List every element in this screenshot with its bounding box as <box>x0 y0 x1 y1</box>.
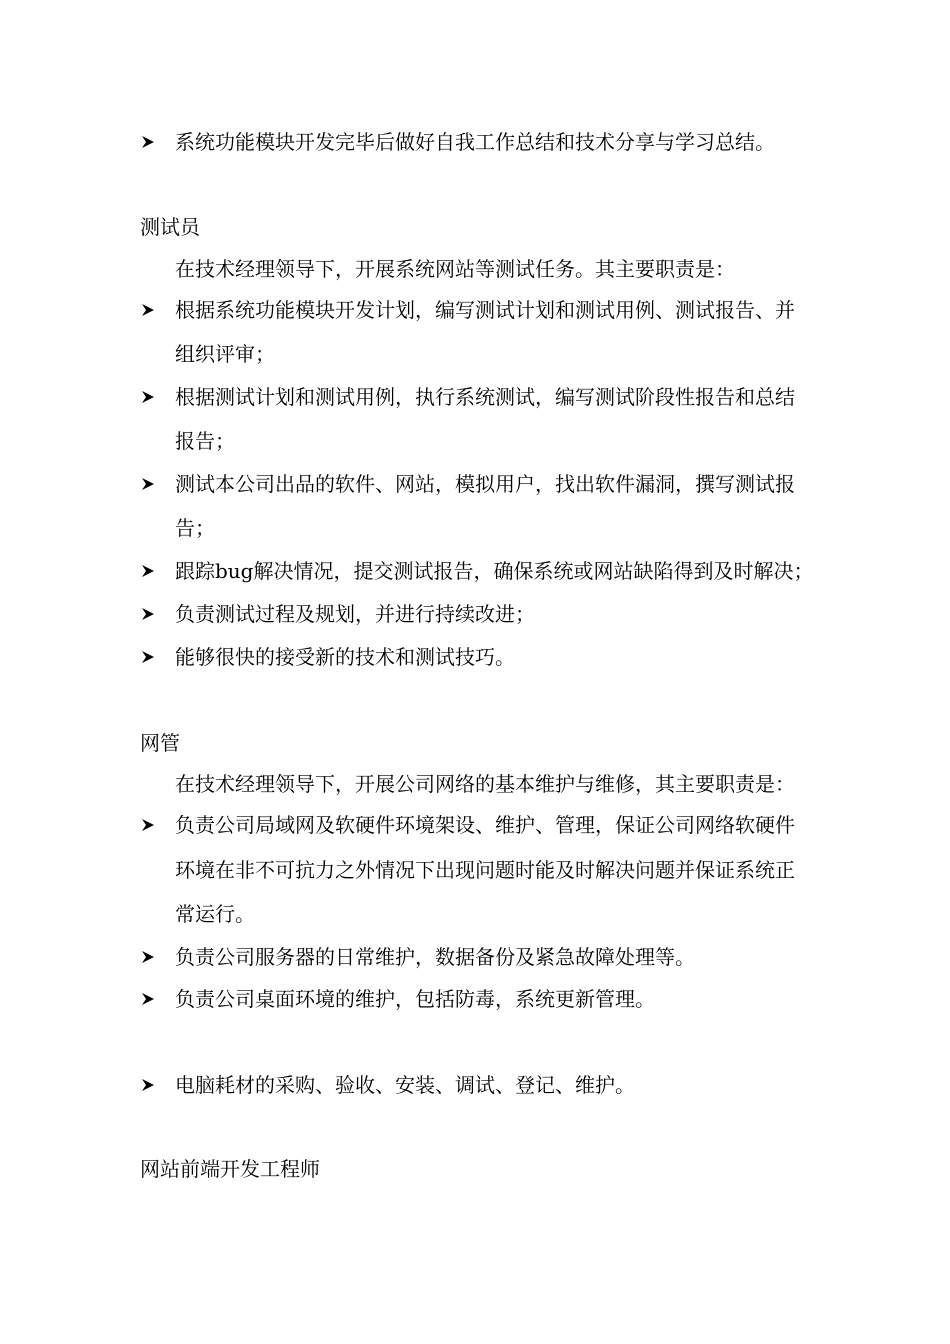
arrow-bullet-icon <box>140 985 158 1013</box>
list-item-text: 根据系统功能模块开发计划，编写测试计划和测试用例、测试报告、并 <box>175 298 795 322</box>
section-intro-text: 在技术经理领导下，开展系统网站等测试任务。其主要职责是： <box>175 257 735 281</box>
list-item-text: 组织评审； <box>175 342 275 366</box>
list-item-text: 告； <box>175 516 215 540</box>
section-heading-text: 测试员 <box>140 215 200 239</box>
list-item-text: 根据测试计划和测试用例，执行系统测试，编写测试阶段性报告和总结 <box>175 385 795 409</box>
section-heading-text: 网站前端开发工程师 <box>140 1157 320 1181</box>
list-item-text: 常运行。 <box>175 902 255 926</box>
arrow-bullet-icon <box>140 128 158 156</box>
list-item-text: 负责测试过程及规划，并进行持续改进； <box>175 602 535 626</box>
arrow-bullet-icon <box>140 1071 158 1099</box>
arrow-bullet-icon <box>140 600 158 628</box>
arrow-bullet-icon <box>140 643 158 671</box>
arrow-bullet-icon <box>140 811 158 839</box>
section-heading-text: 网管 <box>140 731 180 755</box>
list-item-text: 报告； <box>175 429 235 453</box>
list-item-text: 负责公司服务器的日常维护，数据备份及紧急故障处理等。 <box>175 945 695 969</box>
list-item-text: 环境在非不可抗力之外情况下出现问题时能及时解决问题并保证系统正 <box>175 858 795 882</box>
arrow-bullet-icon <box>140 383 158 411</box>
list-item-text: 系统功能模块开发完毕后做好自我工作总结和技术分享与学习总结。 <box>175 130 775 154</box>
list-item-text: 跟踪bug解决情况，提交测试报告，确保系统或网站缺陷得到及时解决； <box>175 559 814 583</box>
list-item-text: 能够很快的接受新的技术和测试技巧。 <box>175 645 515 669</box>
section-intro-text: 在技术经理领导下，开展公司网络的基本维护与维修，其主要职责是： <box>175 772 795 796</box>
arrow-bullet-icon <box>140 296 158 324</box>
list-item-text: 负责公司桌面环境的维护，包括防毒，系统更新管理。 <box>175 987 655 1011</box>
list-item-text: 测试本公司出品的软件、网站，模拟用户，找出软件漏洞，撰写测试报 <box>175 472 795 496</box>
list-item-text: 负责公司局域网及软硬件环境架设、维护、管理，保证公司网络软硬件 <box>175 813 795 837</box>
arrow-bullet-icon <box>140 557 158 585</box>
arrow-bullet-icon <box>140 943 158 971</box>
list-item-text: 电脑耗材的采购、验收、安装、调试、登记、维护。 <box>175 1073 635 1097</box>
arrow-bullet-icon <box>140 470 158 498</box>
